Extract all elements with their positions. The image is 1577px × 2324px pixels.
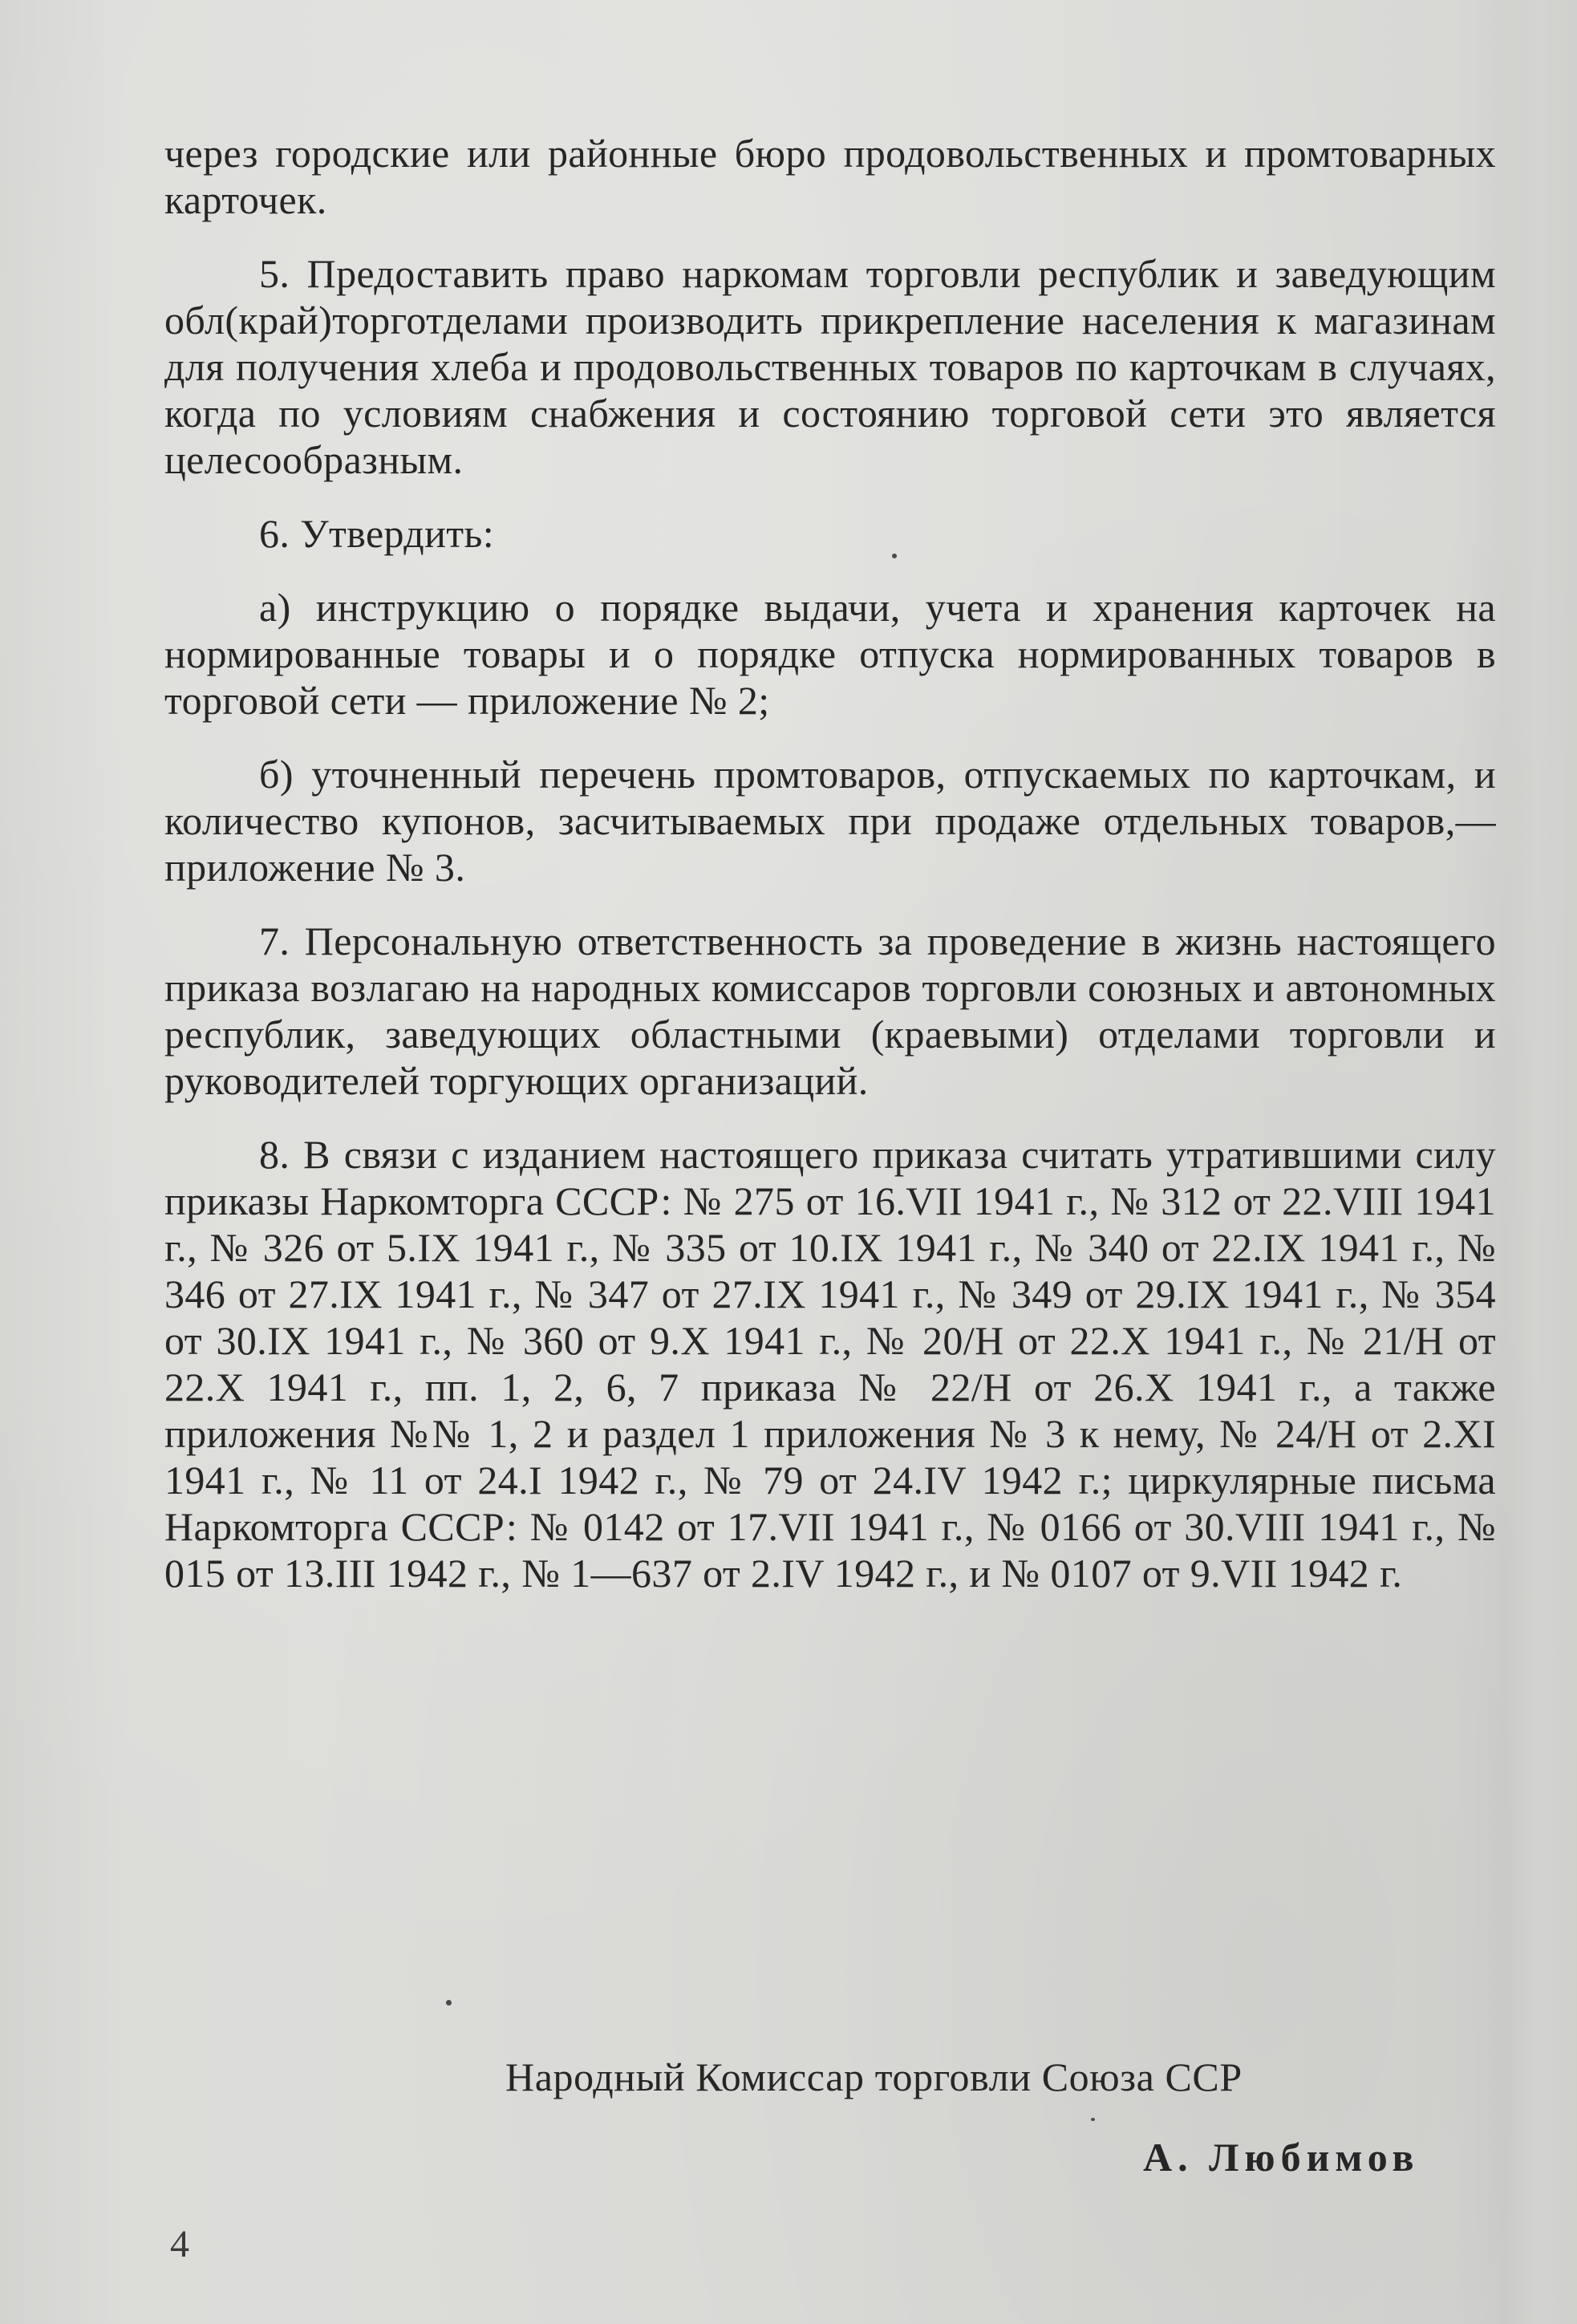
page-edge-fade [1505, 0, 1577, 2324]
paragraph-5: 5. Предоставить право наркомам торговли республик и заведующим обл(край)торготделами производить прикрепление населения к магазинам для получения хлеба и продовольственных товаров по карточкам в случаях, когда по условиям снабжения и состоянию торговой сети это является целесообразным. [164, 251, 1496, 482]
paragraph-6b: б) уточненный перечень промтоваров, отпускаемых по карточкам, и количество купонов, засчитываемых при продаже отдельных товаров,— приложение № 3. [164, 752, 1496, 890]
paragraph-7: 7. Персональную ответственность за проведение в жизнь настоящего приказа возлагаю на народных комиссаров торговли союзных и автономных республик, заведующих областными (краевыми) отделами торговли и руководителей торгующих организаций. [164, 919, 1496, 1103]
order-text [164, 130, 1496, 1596]
signature-title: Народный Комиссар торговли Союза ССР [505, 2054, 1243, 2099]
paragraph-continuation: через городские или районные бюро продовольственных и промтоварных карточек. [164, 131, 1496, 222]
print-speck [892, 554, 897, 558]
paragraph-6: 6. Утвердить: [259, 511, 495, 556]
paragraph-8: 8. В связи с изданием настоящего приказа считать утратившими силу приказы Наркомторга СССР: № 275 от 16.VII 1941 г., № 312 от 22.VIII 1941 г., № 326 от 5.IX 1941 г., № 335 от 10.IX 1941 г., № 340 от 22.IX 1941 г., № 346 от 27.IX 1941 г., № 347 от 27.IX 1941 г., № 349 от 29.IX 1941 г., № 354 от 30.IX 1941 г., № 360 от 9.X 1941 г., № 20/Н от 22.X 1941 г., № 21/Н от 22.X 1941 г., пп. 1, 2, 6, 7 приказа № 22/Н от 26.X 1941 г., а также приложения №№ 1, 2 и раздел 1 приложения № 3 к нему, № 24/Н от 2.XI 1941 г., № 11 от 24.I 1942 г., № 79 от 24.IV 1942 г.; циркулярные письма Наркомторга СССР: № 0142 от 17.VII 1941 г., № 0166 от 30.VIII 1941 г., № 015 от 13.III 1942 г., № 1—637 от 2.IV 1942 г., и № 0107 от 9.VII 1942 г. [164, 1132, 1496, 1596]
page-number: 4 [170, 2223, 189, 2265]
print-speck [446, 2000, 452, 2006]
signature-name: А. Любимов [1143, 2135, 1420, 2180]
paragraph-6a: а) инструкцию о порядке выдачи, учета и хранения карточек на нормированные товары и о порядке отпуска нормированных товаров в торговой сети — приложение № 2; [164, 585, 1496, 723]
print-speck [1091, 2118, 1095, 2121]
